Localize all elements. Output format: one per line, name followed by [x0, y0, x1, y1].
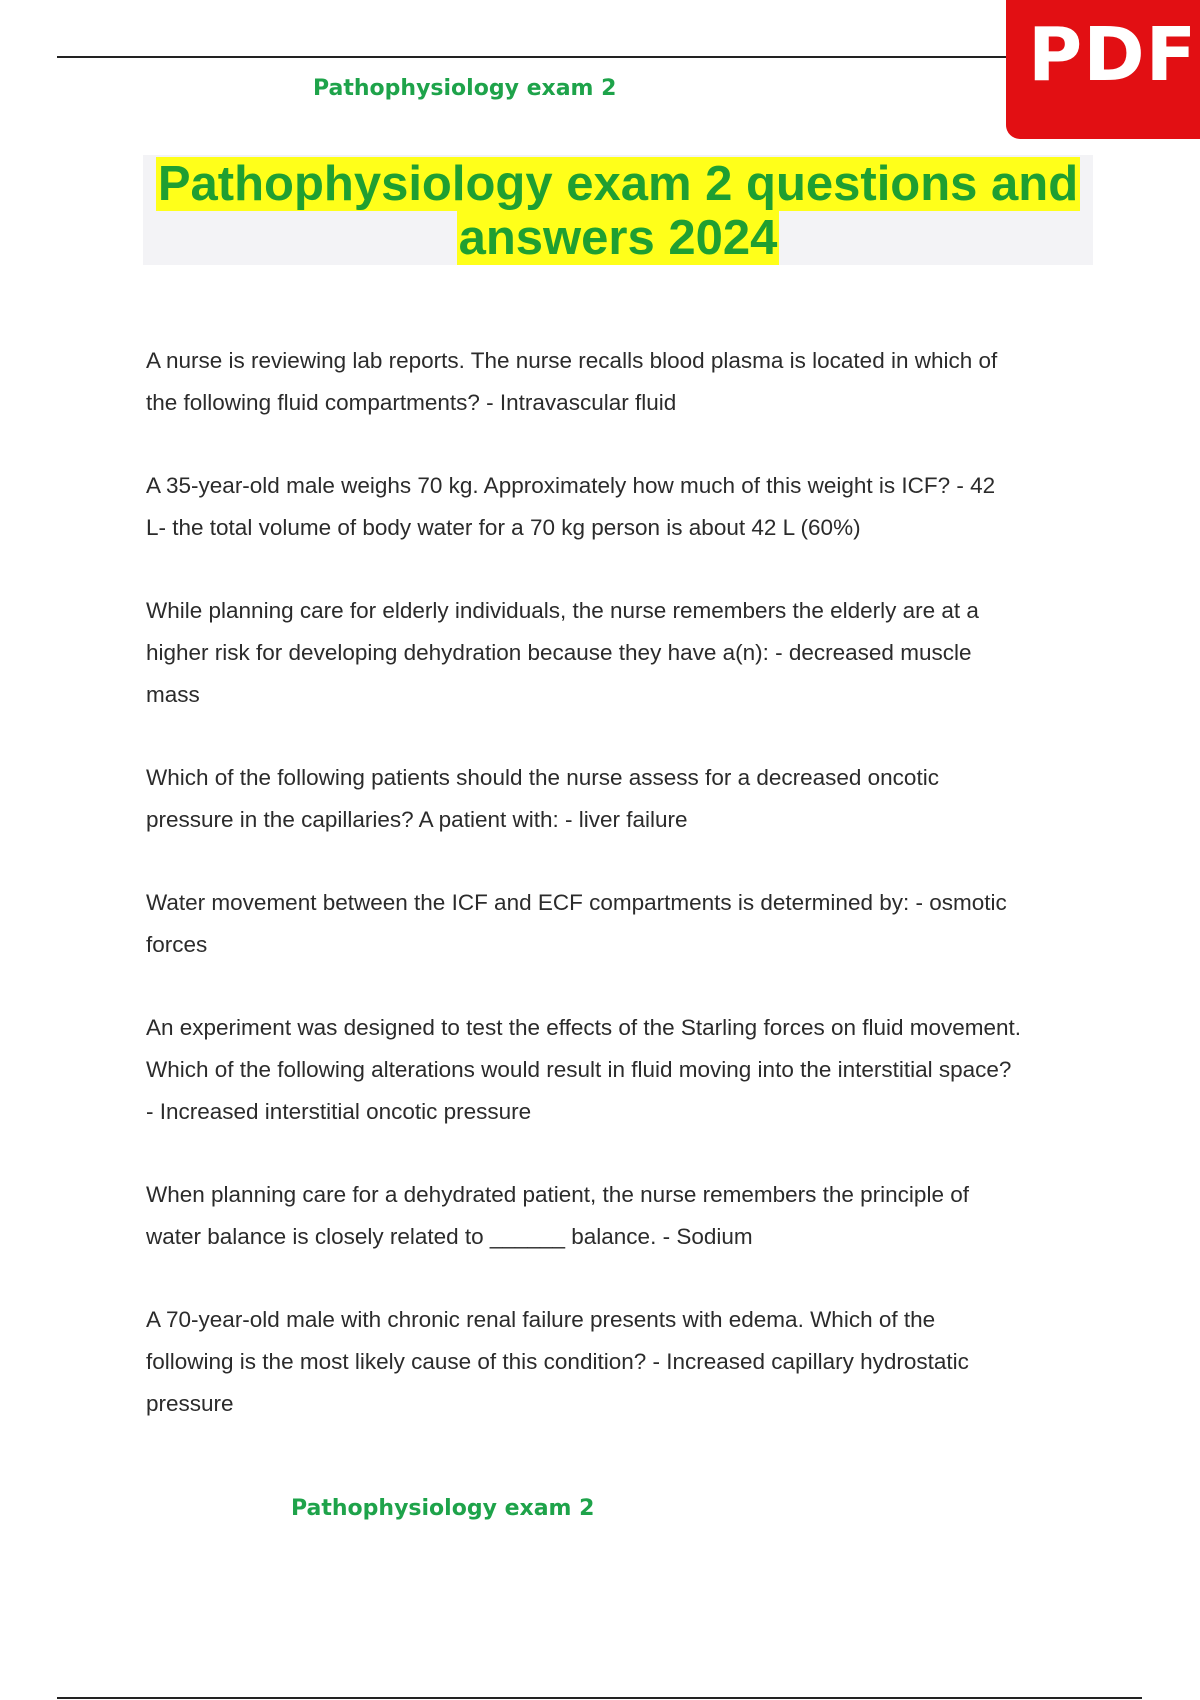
qa-line: water balance is closely related to ______ balance. - Sodium: [146, 1224, 753, 1249]
qa-line: When planning care for a dehydrated patient, the nurse remembers the principle of: [146, 1182, 969, 1207]
qa-item: [146, 340, 1096, 424]
footer-rule: [57, 1697, 1142, 1699]
title-line-2: answers 2024: [458, 211, 778, 265]
qa-line: An experiment was designed to test the effects of the Starling forces on fluid movement.: [146, 1015, 1022, 1040]
qa-line: Which of the following alterations would result in fluid moving into the interstitial space?: [146, 1057, 1012, 1082]
qa-line: pressure in the capillaries? A patient with: - liver failure: [146, 807, 688, 832]
qa-line: Water movement between the ICF and ECF compartments is determined by: - osmotic: [146, 890, 1007, 915]
qa-line: L- the total volume of body water for a 70 kg person is about 42 L (60%): [146, 515, 861, 540]
qa-line: - Increased interstitial oncotic pressure: [146, 1099, 532, 1124]
qa-item: [146, 590, 1096, 716]
running-header: Pathophysiology exam 2: [313, 76, 617, 101]
qa-line: While planning care for elderly individuals, the nurse remembers the elderly are at a: [146, 598, 979, 623]
qa-line: A 35-year-old male weighs 70 kg. Approximately how much of this weight is ICF? - 42: [146, 473, 996, 498]
qa-line: pressure: [146, 1391, 234, 1416]
title-line-1: Pathophysiology exam 2 questions and: [157, 157, 1079, 211]
qa-item: [146, 465, 1096, 549]
running-footer: Pathophysiology exam 2: [291, 1496, 595, 1521]
qa-item: [146, 1007, 1096, 1133]
qa-line: A 70-year-old male with chronic renal failure presents with edema. Which of the: [146, 1307, 936, 1332]
qa-line: A nurse is reviewing lab reports. The nurse recalls blood plasma is located in which of: [146, 348, 998, 373]
qa-line: forces: [146, 932, 208, 957]
qa-line: Which of the following patients should the nurse assess for a decreased oncotic: [146, 765, 939, 790]
pdf-badge: PDF: [1006, 0, 1200, 139]
qa-line: mass: [146, 682, 200, 707]
qa-item: [146, 1174, 1096, 1258]
qa-list: [146, 340, 1096, 1466]
qa-item: [146, 882, 1096, 966]
qa-line: higher risk for developing dehydration because they have a(n): - decreased muscle: [146, 640, 972, 665]
qa-line: following is the most likely cause of this condition? - Increased capillary hydrostatic: [146, 1349, 969, 1374]
qa-line: the following fluid compartments? - Intravascular fluid: [146, 390, 677, 415]
header-rule: [57, 56, 1082, 58]
title-block: [143, 155, 1093, 265]
document-title: [143, 155, 1093, 265]
qa-item: [146, 1299, 1096, 1425]
qa-item: [146, 757, 1096, 841]
